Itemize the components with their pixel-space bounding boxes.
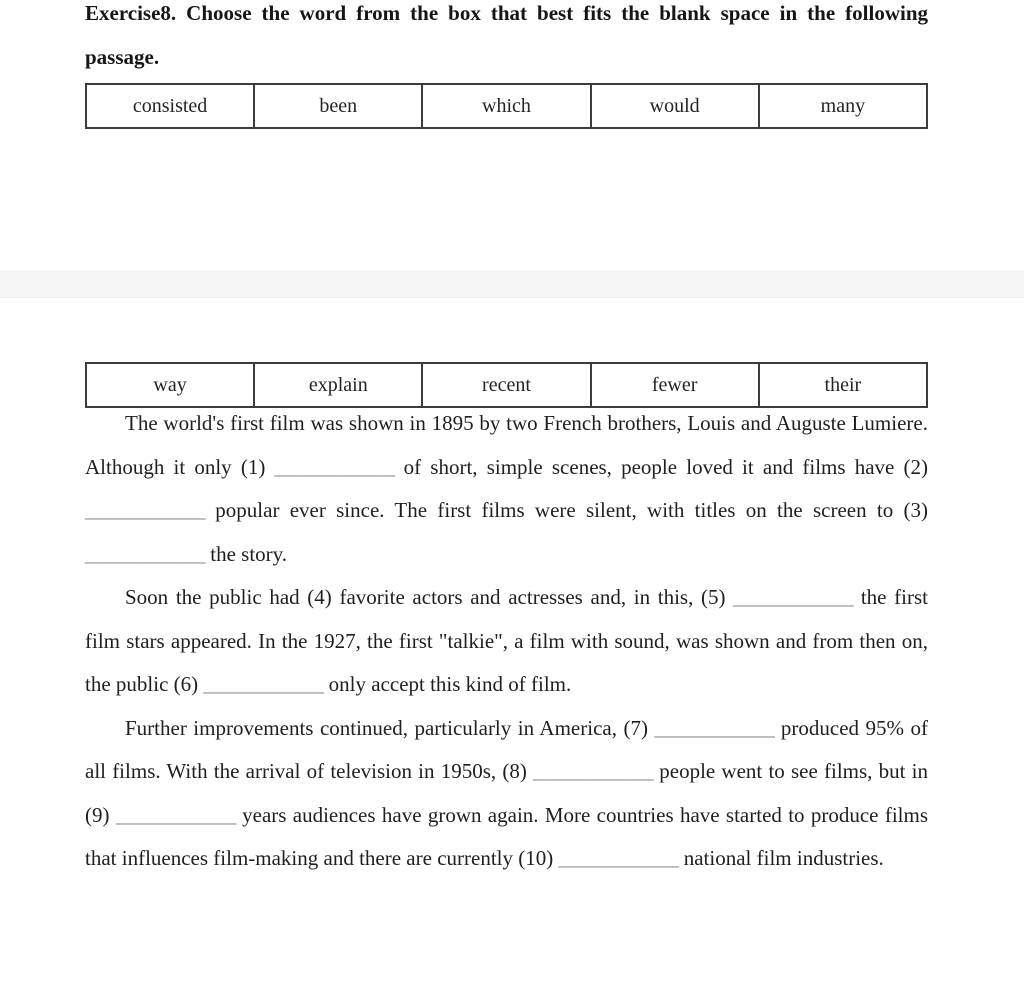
blank-line: ____________ [85,541,205,566]
word-box-cell: many [759,84,927,128]
word-box-cell: fewer [591,363,759,407]
blank-line: ____________ [654,715,775,740]
exercise-title: Exercise8. Choose the word from the box that best fits the blank space in the following passage. [85,1,928,69]
word-box-cell: consisted [86,84,254,128]
word-box-cell: which [422,84,590,128]
blank-line: ____________ [533,759,654,783]
scan-gap-band [0,270,1024,298]
word-box-cell: explain [254,363,422,407]
passage-paragraph: Soon the public had (4) favorite actors and actresses and, in this, (5) ____________ the first film stars appeared. In the 1927, the first "talkie", a film with sound, was shown and from then on, the public (6) ____________ only accept this kind of film. [85,585,928,696]
word-box-2-row [86,363,927,407]
word-box-cell: way [86,363,254,407]
blank-line: ____________ [733,585,854,609]
blank-line: ____________ [558,846,679,870]
passage-paragraph: Further improvements continued, particularly in America, (7) ____________ produced 95% of all films. With the arrival of television in 1950s, (8) ____________ people went to see films, but in (9) ____________ years audiences have grown again. More countries have started to produce films that influences film-making and there are currently (10) ____________ national film industries. [85,715,929,870]
word-box-cell: their [759,363,927,407]
blank-line: ____________ [203,672,324,696]
passage-paragraph: The world's first film was shown in 1895 by two French brothers, Louis and Auguste Lumiere. Although it only (1) ____________ of short, simple scenes, people loved it and films have (2) ____________ popular ever since. The first films were silent, with titles on the screen to (3) ____________ the story. [85,411,928,566]
word-box-cell: been [254,84,422,128]
blank-line: ____________ [85,498,205,522]
word-box-1-row [86,84,927,128]
blank-line: ____________ [274,454,395,479]
word-box-cell: recent [422,363,590,407]
passage [85,402,928,881]
blank-line: ____________ [115,802,236,827]
word-box-cell: would [591,84,759,128]
word-box-1 [85,83,928,129]
